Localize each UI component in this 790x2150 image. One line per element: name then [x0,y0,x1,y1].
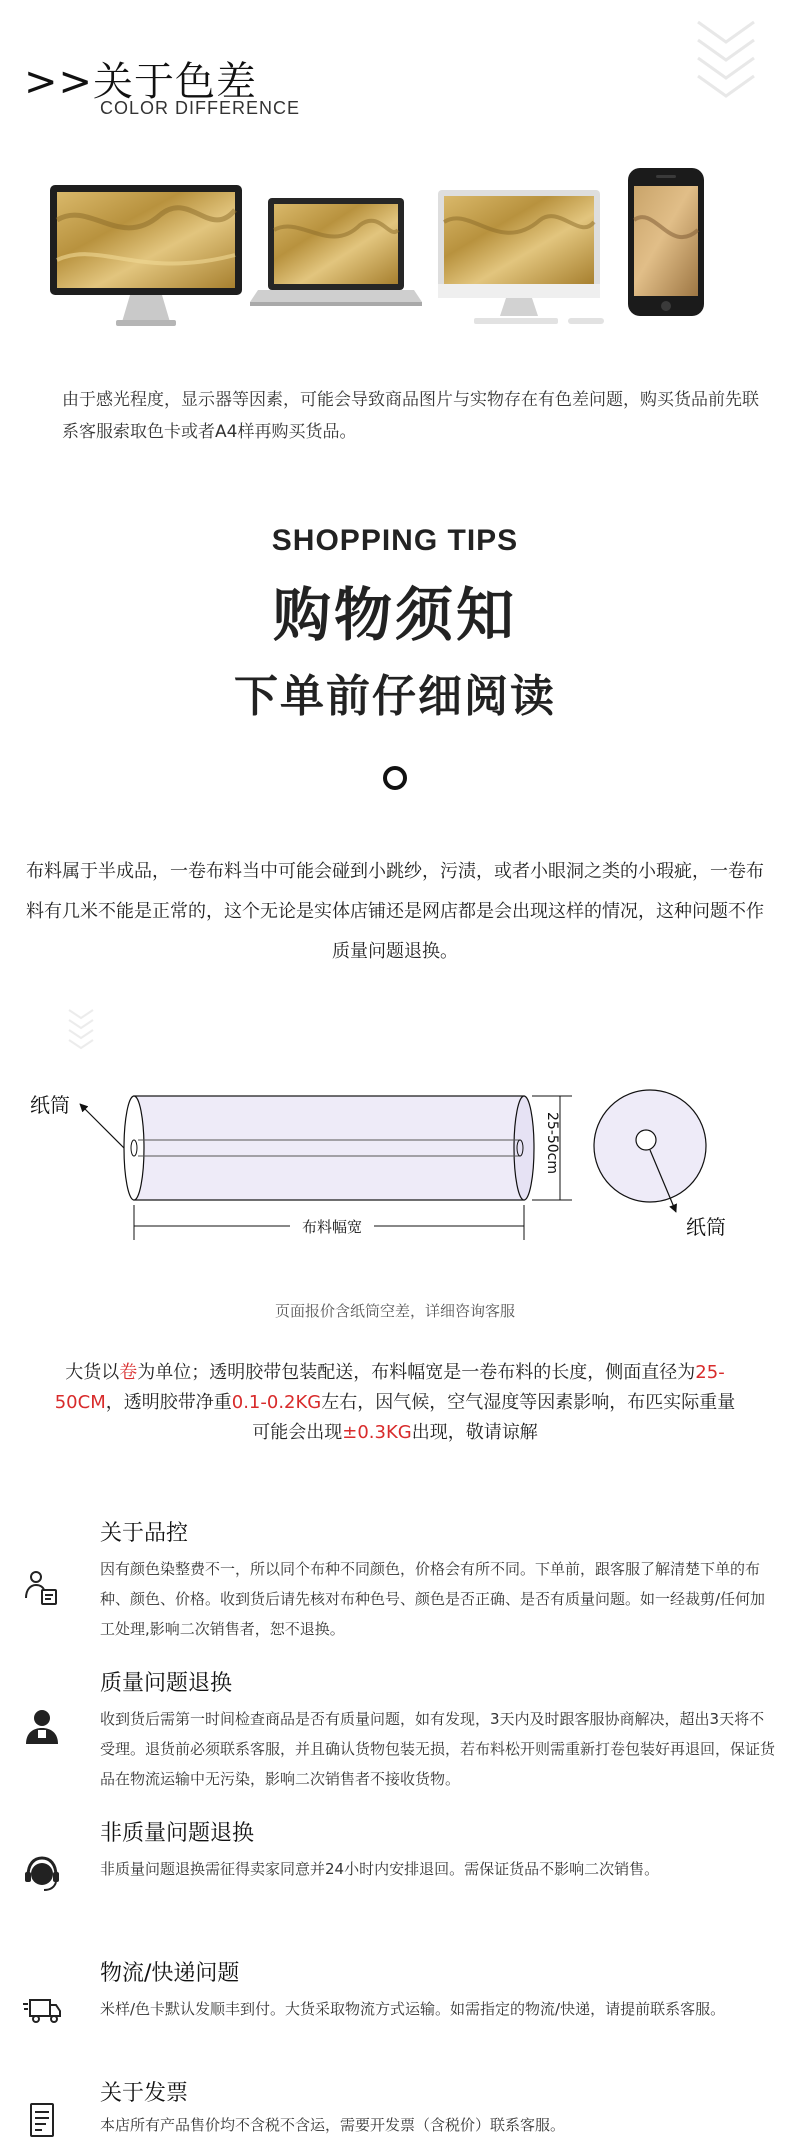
invoice-icon [22,2100,62,2140]
color-section-subtitle: COLOR DIFFERENCE [100,98,301,118]
fabric-width-label: 布料幅宽 [301,1218,363,1236]
spec-part: 大货以 [65,1362,120,1383]
tips-subtitle: 下单前仔细阅读 [234,671,556,722]
headset-icon [22,1854,62,1894]
fabric-defect-note: 布料属于半成品，一卷布料当中可能会碰到小跳纱，污渍，或者小眼洞之类的小瑕疵，一卷布料有几米不能是正常的，这个无论是实体店铺还是网店都是会出现这样的情况，这种问题不作质量问题退换。 [26,861,764,962]
desktop-computer-device [438,190,604,324]
laptop-device [250,198,422,306]
right-tube-label: 纸筒 [686,1215,726,1239]
policy-body: 因有颜色染整费不一，所以同个布种不同颜色，价格会有所不同。下单前，跟客服了解清楚下单的布种、颜色、价格。收到货后请先核对布种色号、颜色是否正确、是否有质量问题。如一经裁剪/任何加工处理,影响二次销售者，恕不退换。 [100,1560,766,1638]
policy-title: 质量问题退换 [100,1671,233,1696]
circle-divider-icon [383,766,407,790]
service-person-icon [22,1706,62,1746]
fabric-roll-diagram [0,1000,790,1250]
spec-part: 出现，敬请谅解 [411,1422,538,1443]
monitor-device [50,185,242,326]
policy-title: 物流/快递问题 [100,1961,240,1986]
left-tube-label: 纸筒 [30,1093,70,1117]
spec-part: 左右，因气候，空气湿度等因素影响，布匹实际重量可能会出现 [252,1392,736,1443]
fabric-roll-end-view [594,1090,706,1212]
left-tube-arrow [80,1104,124,1148]
spec-part: 为单位；透明胶带包装配送，布料幅宽是一卷布料的长度，侧面直径为 [137,1362,696,1383]
delivery-truck-icon [22,1990,62,2030]
bulk-spec-text [50,1358,740,1448]
quality-control-icon [22,1568,62,1608]
policy-title: 关于发票 [100,2081,189,2106]
policy-body: 收到货后需第一时间检查商品是否有质量问题，如有发现，3天内及时跟客服协商解决，超出3天将不受理。退货前必须联系客服，并且确认货物包装无损，若布料松开则需重新打卷包装好再退回，保证货品在物流运输中无污染，影响二次销售者不接收货物。 [100,1710,776,1788]
spec-highlight-diameter: 25-50CM [54,1362,725,1413]
policy-body: 米样/色卡默认发顺丰到付。大货采取物流方式运输。如需指定的物流/快递，请提前联系客服。 [100,2000,726,2018]
spec-highlight-unit: 卷 [119,1362,138,1383]
diagram-note: 页面报价含纸筒空差，详细咨询客服 [274,1302,515,1320]
spec-part: ，透明胶带净重 [105,1392,232,1413]
tips-title-cn: 购物须知 [272,581,517,649]
policy-title: 非质量问题退换 [100,1821,255,1846]
chevron-decoration-icon [694,12,758,108]
spec-highlight-weight: 0.1-0.2KG [231,1392,322,1413]
policy-title: 关于品控 [100,1521,189,1546]
policy-body: 本店所有产品售价均不含税不含运，需要开发票（含税价）联系客服。 [100,2116,566,2134]
color-difference-text: 由于感光程度，显示器等因素，可能会导致商品图片与实物存在有色差问题，购买货品前先联系客服索取色卡或者A4样再购买货品。 [62,390,759,442]
diameter-label: 25-50cm [544,1112,560,1175]
policy-body: 非质量问题退换需征得卖家同意并24小时内安排退回。需保证货品不影响二次销售。 [100,1860,660,1878]
color-section-title: >>关于色差 [24,59,258,105]
tips-title-en: SHOPPING TIPS [271,524,519,557]
phone-device [628,168,704,316]
spec-highlight-tolerance: ±0.3KG [342,1422,412,1443]
fabric-roll-cylinder [124,1096,534,1200]
device-display-illustration [0,160,790,340]
